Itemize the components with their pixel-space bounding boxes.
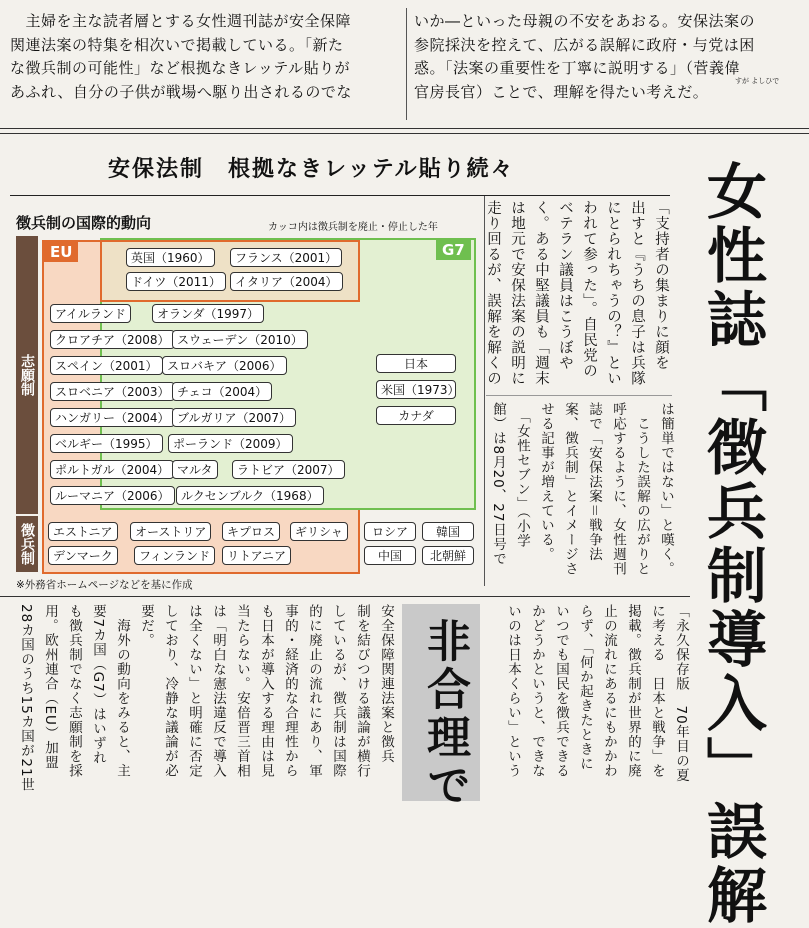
conscription-label: 徴兵制 [16,516,38,572]
country-pill: デンマーク [48,546,118,565]
country-pill: チェコ（2004） [172,382,272,401]
country-pill: ハンガリー（2004） [50,408,175,427]
country-pill: ドイツ（2011） [126,272,226,291]
country-pill: オーストリア [130,522,211,541]
country-pill: キプロス [222,522,280,541]
article-column [6,604,398,801]
intro-line: いか―といった母親の不安をあおる。安保法案の [414,12,756,30]
article-line: 掲載。徴兵制が世界的に廃 [625,604,641,778]
country-pill: ルーマニア（2006） [50,486,175,505]
article-line: 事的・経済的な合理性から [282,604,298,778]
chart-source: ※外務省ホームページなどを基に作成 [16,579,193,591]
article-line: 安全保障関連法案と徴兵 [378,604,394,764]
article-line: く。ある中堅議員も「週末 [533,200,549,386]
country-pill: イタリア（2004） [230,272,343,291]
article-line: 呼応するように、女性週刊 [610,402,626,576]
country-pill: エストニア [48,522,118,541]
article-line: 制を結びつける議論が横行 [354,604,370,778]
country-pill: ポーランド（2009） [168,434,293,453]
article-line: にとられちゃうの？』とい [605,200,621,386]
article-line: 出すと『うちの息子は兵隊 [629,200,645,386]
article-line: 止の流れにあるにもかかわ [601,604,617,778]
intro-divider [406,8,407,120]
country-pill: フランス（2001） [230,248,342,267]
article-line: 走り回るが、誤解を解くの [485,200,501,386]
country-pill: ブルガリア（2007） [172,408,296,427]
intro-line: 関連法案の特集を相次いで掲載している。「新た [10,35,344,54]
country-pill: ポルトガル（2004） [50,460,174,479]
g7-tag: G7 [436,240,471,260]
country-pill: 日本 [376,354,456,373]
article-line: は「明白な憲法違反で導入 [210,604,226,778]
volunteer-label: 志願制 [16,236,38,514]
country-pill: フィンランド [134,546,215,565]
top-rule-2 [0,133,809,134]
article-line: は地元で安保法案の説明に [509,200,525,386]
country-pill: アイルランド [50,304,131,323]
intro-left [10,10,405,104]
article-line: こうした誤解の広がりと [634,402,650,576]
article-line: は簡単ではない」と嘆く。 [658,402,674,576]
chart-note: カッコ内は徴兵制を廃止・停止した年 [268,222,438,233]
intro-right [414,10,804,104]
sub-title: 非合理で [419,618,470,810]
article-line: 案、徴兵制」とイメージさ [562,402,578,576]
eu-tag: EU [44,242,78,262]
article-column [488,402,678,592]
country-pill: クロアチア（2008） [50,330,175,349]
country-pill: スペイン（2001） [50,356,163,375]
article-line: 用。欧州連合（EU）加盟 [42,604,58,770]
lower-rule [0,596,690,597]
intro-line: な徴兵制の可能性」など根拠なきレッテル貼りが [10,59,351,77]
article-line: は全くない」と明確に否定 [186,604,202,778]
article-line: 的に廃止の流れにあり、軍 [306,604,322,778]
article-line: 要だ。 [138,604,154,648]
article-line: 「女性セブン」（小学 [514,402,530,548]
main-title: 女性誌「徴兵制導入」誤解 [697,160,767,928]
article-line: 誌で「安保法案＝戦争法 [586,402,602,562]
article-line: 「永久保存版 70年目の夏 [673,604,689,783]
article-line: 海外の動向をみると、主 [114,604,130,778]
country-pill: カナダ [376,406,456,425]
ruby-text: すが よしひで [735,77,780,85]
article-line: も日本が導入する理由は見 [258,604,274,778]
intro-line: あふれ、自分の子供が戦場へ駆り出されるのでな [10,82,352,101]
country-pill: 北朝鮮 [422,546,474,565]
country-pill: 中国 [364,546,416,565]
article-line: らず、「何か起きたときに [577,604,593,772]
country-pill: スロベニア（2003） [50,382,175,401]
article-line: いつでも国民を徴兵できる [553,604,569,778]
chart-title: 徴兵制の国際的動向 [16,214,152,232]
country-pill: ラトビア（2007） [232,460,345,479]
headline: 安保法制 根拠なきレッテル貼り続々 [108,157,515,182]
country-pill: マルタ [172,460,218,479]
article-line: 「支持者の集まりに顔を [653,200,669,371]
country-pill: ベルギー（1995） [50,434,163,453]
country-pill: ロシア [364,522,416,541]
top-rule [0,128,809,129]
country-pill: 韓国 [422,522,474,541]
article-line: われて参った」。自民党の [581,200,597,379]
country-pill: ギリシャ [290,522,348,541]
intro-line: 官房長官）ことで、理解を得たい考えだ。 [414,82,709,101]
article-line: 28カ国のうち15カ国が21世 [18,604,34,793]
country-pill: ルクセンブルク（1968） [176,486,324,505]
article-column [488,604,693,801]
article-line: ベテラン議員はこうぼや [557,200,573,371]
country-pill: オランダ（1997） [152,304,264,323]
article-line: かどうかというと、できな [529,604,545,778]
country-pill: リトアニア [222,546,291,565]
country-pill: スロバキア（2006） [162,356,287,375]
article-line: いのは日本くらい」という [505,604,521,778]
headline-rule [10,195,670,196]
intro-line: 参院採決を控えて、広がる誤解に政府・与党は困 [414,35,755,54]
article-line: しており、冷静な議論が必 [162,604,178,778]
column-break [486,395,672,396]
article-line: も徴兵制でなく志願制を採 [66,604,82,778]
intro-line: 惑。「法案の重要性を丁寧に説明する」（菅義偉 [414,59,741,77]
article-line: に考える 日本と戦争」を [649,604,665,778]
country-pill: 米国（1973） [376,380,456,399]
article-line: 当たらない。安倍晋三首相 [234,604,250,778]
country-pill: 英国（1960） [126,248,215,267]
article-line: 館）は8月20、27日号で [490,402,506,566]
article-line: 要7カ国（G7）はいずれ [90,604,106,766]
country-pill: スウェーデン（2010） [172,330,308,349]
article-line: せる記事が増えている。 [538,402,554,562]
intro-line: 主婦を主な読者層とする女性週刊誌が安全保障 [10,12,352,30]
article-line: しているが、徴兵制は国際 [330,604,346,778]
